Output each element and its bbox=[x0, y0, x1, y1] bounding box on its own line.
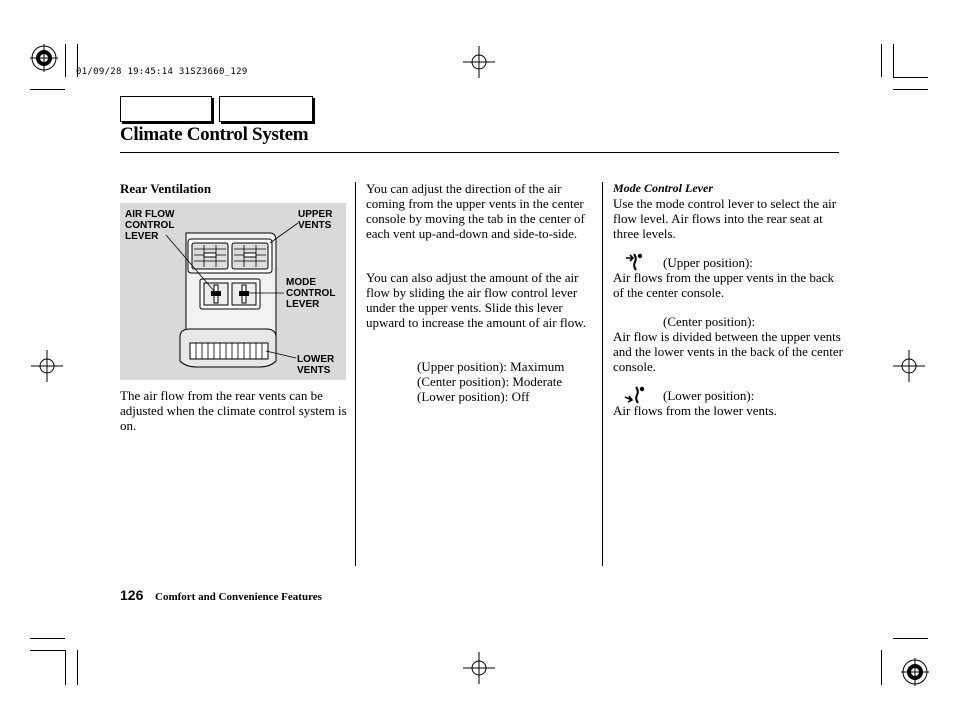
crosshair-icon bbox=[463, 652, 495, 684]
mode-lever-label: MODE CONTROL LEVER bbox=[286, 277, 336, 310]
registration-target-icon bbox=[901, 658, 929, 686]
upper-vents-label: UPPER VENTS bbox=[298, 209, 333, 231]
upper-vent-airflow-icon bbox=[624, 252, 648, 272]
mode-upper-label: (Upper position): bbox=[663, 255, 753, 270]
crop-mark bbox=[30, 650, 65, 651]
crop-mark bbox=[65, 44, 66, 77]
crop-mark bbox=[65, 650, 66, 685]
title-rule bbox=[120, 152, 839, 153]
mode-lower-text: Air flows from the lower vents. bbox=[613, 403, 777, 418]
mode-upper-text: Air flows from the upper vents in the back of the center console. bbox=[613, 270, 834, 300]
col2-paragraph-1: You can adjust the direction of the air coming from the upper vents in the center console by moving the tab in the center of each vent up-and-down and side-to-side. bbox=[366, 181, 585, 241]
col1-paragraph: The air flow from the rear vents can be adjusted when the climate control system is on. bbox=[120, 388, 347, 433]
crop-mark bbox=[77, 650, 78, 685]
lever-position-lower: (Lower position): Off bbox=[417, 389, 530, 404]
page-title: Climate Control System bbox=[120, 124, 309, 145]
mode-center-label: (Center position): bbox=[663, 314, 756, 329]
mode-center-text: Air flow is divided between the upper vents and the lower vents in the back of the center console. bbox=[613, 329, 843, 374]
crosshair-icon bbox=[31, 350, 63, 382]
crosshair-icon bbox=[463, 46, 495, 78]
crop-mark bbox=[881, 44, 882, 77]
lever-position-center: (Center position): Moderate bbox=[417, 374, 563, 389]
lower-vents-label: LOWER VENTS bbox=[297, 354, 335, 376]
column-divider bbox=[602, 182, 603, 566]
crop-mark bbox=[893, 44, 894, 77]
nav-tab-index[interactable] bbox=[219, 96, 313, 122]
print-stamp: 01/09/28 19:45:14 31SZ3660_129 bbox=[76, 67, 248, 77]
crosshair-icon bbox=[893, 350, 925, 382]
col2-paragraph-2: You can also adjust the amount of the air flow by sliding the air flow control lever under the upper vents. Slide this lever upward to increase the amount of air flow. bbox=[366, 270, 587, 330]
mode-control-heading: Mode Control Lever bbox=[613, 181, 713, 195]
registration-target-icon bbox=[30, 44, 58, 72]
crop-mark bbox=[893, 89, 928, 90]
nav-tab-main-menu[interactable] bbox=[120, 96, 212, 122]
crop-mark bbox=[881, 650, 882, 685]
rear-vent-figure bbox=[120, 203, 346, 380]
rear-ventilation-heading: Rear Ventilation bbox=[120, 181, 212, 196]
lower-vent-airflow-icon bbox=[624, 385, 648, 405]
crop-mark bbox=[30, 89, 65, 90]
section-footer: Comfort and Convenience Features bbox=[155, 591, 322, 603]
crop-mark bbox=[893, 77, 928, 78]
mode-control-intro: Use the mode control lever to select the air flow level. Air flows into the rear seat at three levels. bbox=[613, 196, 837, 241]
page-number: 126 bbox=[120, 587, 144, 603]
lever-position-upper: (Upper position): Maximum bbox=[417, 359, 565, 374]
crop-mark bbox=[893, 638, 928, 639]
mode-lower-label: (Lower position): bbox=[663, 388, 755, 403]
column-divider bbox=[355, 182, 356, 566]
air-flow-lever-label: AIR FLOW CONTROL LEVER bbox=[125, 209, 175, 242]
crop-mark bbox=[30, 638, 65, 639]
